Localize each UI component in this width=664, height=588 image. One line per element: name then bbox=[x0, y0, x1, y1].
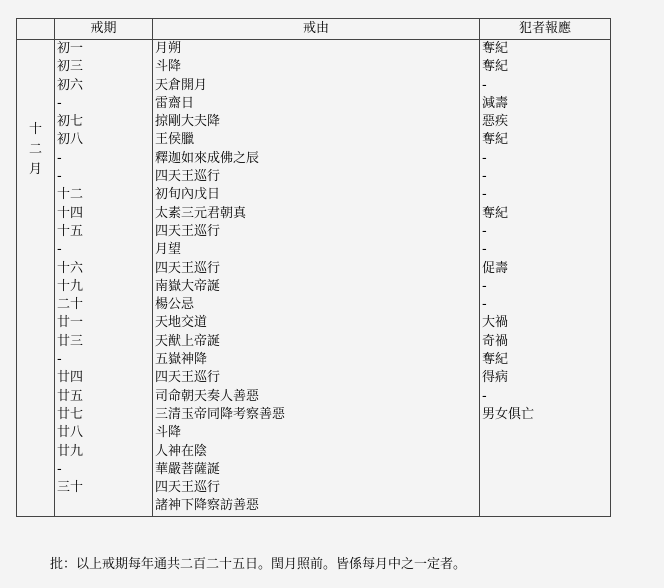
reason-entry: 楊公忌 bbox=[155, 297, 195, 313]
penalty-entry bbox=[482, 497, 608, 515]
penalty-entry bbox=[482, 479, 608, 497]
reason-entry: 司命朝天奏人善惡 bbox=[155, 388, 260, 404]
penalty-entry bbox=[482, 424, 608, 442]
date-entry: - bbox=[57, 169, 62, 185]
date-entry: 初八 bbox=[57, 132, 84, 148]
precepts-table bbox=[16, 18, 611, 517]
date-entry: - bbox=[57, 242, 62, 258]
reason-entry: 太素三元君朝真 bbox=[155, 205, 247, 221]
penalty-entry: 奪紀 bbox=[482, 41, 509, 56]
month-char: 十 bbox=[28, 122, 42, 137]
reason-entry: 天猷上帝誕 bbox=[155, 333, 221, 349]
reason-entry: 雷齋日 bbox=[155, 95, 195, 111]
header-row bbox=[17, 19, 611, 40]
reason-entry: 釋迦如來成佛之辰 bbox=[155, 150, 260, 166]
reason-entry: 三清玉帝同降考察善惡 bbox=[155, 406, 286, 422]
reason-entry: 人神在陰 bbox=[155, 443, 208, 459]
month-label bbox=[19, 40, 52, 180]
reason-entry: 王侯臘 bbox=[155, 132, 195, 148]
penalty-entry: 得病 bbox=[482, 370, 509, 386]
penalty-entry: 大禍 bbox=[482, 315, 509, 331]
date-entry: 廿九 bbox=[57, 443, 84, 459]
penalty-entry: - bbox=[482, 242, 487, 258]
reason-entry: 四天王巡行 bbox=[155, 223, 221, 239]
reason-entry: 月朔 bbox=[155, 41, 182, 56]
date-entry: 初三 bbox=[57, 59, 84, 75]
date-entry: - bbox=[57, 95, 62, 111]
date-entry: - bbox=[57, 150, 62, 166]
date-entry: 十四 bbox=[57, 205, 84, 221]
date-entry: 廿三 bbox=[57, 333, 84, 349]
penalty-entry: - bbox=[482, 223, 487, 239]
reason-entry: 月望 bbox=[155, 242, 182, 258]
reason-entry: 斗降 bbox=[155, 425, 182, 441]
month-cell bbox=[17, 40, 55, 517]
penalty-entry: - bbox=[482, 77, 487, 93]
reason-entry: 掠剛大夫降 bbox=[155, 114, 221, 130]
date-entry: 十五 bbox=[57, 223, 84, 239]
date-entry: 初七 bbox=[57, 114, 84, 130]
date-entry: 廿八 bbox=[57, 425, 84, 441]
penalty-entry: 減壽 bbox=[482, 95, 509, 111]
penalty-entry: - bbox=[482, 150, 487, 166]
date-entry: 十六 bbox=[57, 260, 84, 276]
penalty-entry: - bbox=[482, 278, 487, 294]
penalty-entry: 奪紀 bbox=[482, 352, 509, 368]
header-reason: 戒由 bbox=[153, 19, 480, 40]
body-row bbox=[17, 40, 611, 517]
penalty-entry: 奪紀 bbox=[482, 59, 509, 75]
date-entry: 廿四 bbox=[57, 370, 84, 386]
date-entry: 初六 bbox=[57, 77, 84, 93]
reason-entry: 四天王巡行 bbox=[155, 260, 221, 276]
reason-entry: 初旬內戊日 bbox=[155, 187, 221, 203]
reason-entry: 五嶽神降 bbox=[155, 352, 208, 368]
date-entry: - bbox=[57, 352, 62, 368]
reason-entry: 諸神下降察訪善惡 bbox=[155, 498, 260, 514]
reason-entry: 天倉開月 bbox=[155, 77, 208, 93]
penalty-entry: 奇禍 bbox=[482, 333, 509, 349]
penalty-entry: 促壽 bbox=[482, 260, 509, 276]
penalty-entry: - bbox=[482, 388, 487, 404]
date-entry: - bbox=[57, 461, 62, 477]
penalty-entry: 奪紀 bbox=[482, 205, 509, 221]
date-entry: 二十 bbox=[57, 297, 84, 313]
header-blank bbox=[17, 19, 55, 40]
footnote: 批：以上戒期每年通共二百二十五日。閏月照前。皆係每月中之一定者。 bbox=[50, 557, 467, 572]
date-entry: 三十 bbox=[57, 480, 84, 496]
month-char: 月 bbox=[28, 162, 42, 177]
date-entry: 十二 bbox=[57, 187, 84, 203]
header-penalty: 犯者報應 bbox=[480, 19, 611, 40]
penalty-entry: - bbox=[482, 187, 487, 203]
reason-entry: 南嶽大帝誕 bbox=[155, 278, 221, 294]
reason-entry: 四天王巡行 bbox=[155, 370, 221, 386]
date-entry: 廿五 bbox=[57, 388, 84, 404]
date-entry: 廿一 bbox=[57, 315, 84, 331]
reason-entry: 四天王巡行 bbox=[155, 480, 221, 496]
penalty-entry bbox=[482, 461, 608, 479]
penalty-entry: 男女俱亡 bbox=[482, 406, 535, 422]
reason-entry: 華嚴菩薩誕 bbox=[155, 461, 221, 477]
reason-entry: 四天王巡行 bbox=[155, 169, 221, 185]
penalty-entry: 惡疾 bbox=[482, 114, 509, 130]
header-date: 戒期 bbox=[55, 19, 153, 40]
reason-column bbox=[153, 40, 480, 517]
penalty-entry: - bbox=[482, 297, 487, 313]
date-entry bbox=[57, 497, 150, 515]
penalty-entry: - bbox=[482, 169, 487, 185]
date-column bbox=[55, 40, 153, 517]
month-char: 二 bbox=[28, 142, 42, 157]
penalty-column bbox=[480, 40, 611, 517]
penalty-entry bbox=[482, 443, 608, 461]
date-entry: 十九 bbox=[57, 278, 84, 294]
reason-entry: 天地交道 bbox=[155, 315, 208, 331]
penalty-entry: 奪紀 bbox=[482, 132, 509, 148]
date-entry: 廿七 bbox=[57, 406, 84, 422]
date-entry: 初一 bbox=[57, 41, 84, 56]
reason-entry: 斗降 bbox=[155, 59, 182, 75]
